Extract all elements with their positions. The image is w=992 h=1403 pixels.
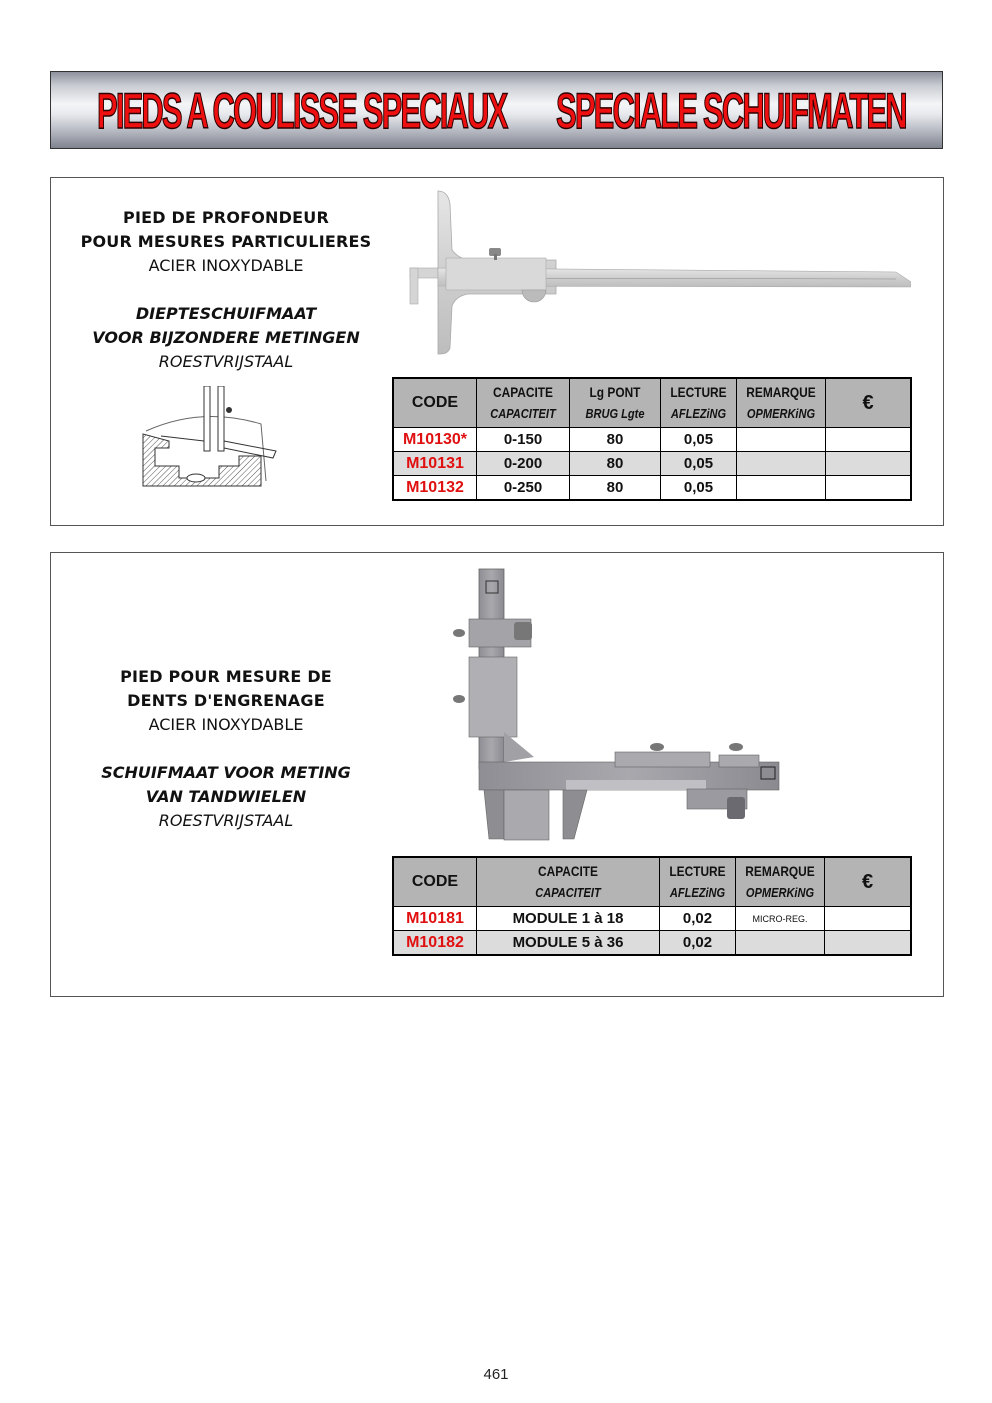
- table-row: [393, 428, 911, 452]
- spec-table-depth-caliper: [392, 377, 912, 501]
- product-section-gear-tooth-caliper: [50, 552, 944, 997]
- title-nl-line1: DIEPTESCHUIFMAAT: [135, 304, 317, 323]
- title-fr-line2: POUR MESURES PARTICULIERES: [80, 232, 372, 251]
- material-nl: ROESTVRIJSTAAL: [158, 352, 294, 371]
- table-row: [393, 931, 911, 956]
- banner-title-fr: PIEDS A COULISSE SPECIAUX: [97, 83, 507, 139]
- cell-capacite: 0-200: [477, 452, 570, 476]
- header-remarque: REMARQUE OPMERKiNG: [736, 857, 825, 907]
- cell-code: M10132: [393, 476, 477, 501]
- cell-remarque: [737, 476, 826, 501]
- header-price: €: [826, 378, 912, 428]
- header-code: CODE: [393, 857, 477, 907]
- cell-price: [826, 428, 912, 452]
- cell-price: [826, 476, 912, 501]
- header-lecture: LECTURE AFLEZiNG: [661, 378, 737, 428]
- cell-code: M10130*: [393, 428, 477, 452]
- cell-lg-pont: 80: [570, 452, 661, 476]
- cell-code: M10131: [393, 452, 477, 476]
- cell-lecture: 0,05: [661, 428, 737, 452]
- material-fr: ACIER INOXYDABLE: [148, 256, 304, 275]
- cell-lg-pont: 80: [570, 476, 661, 501]
- cell-remarque: [737, 428, 826, 452]
- cell-lecture: 0,05: [661, 452, 737, 476]
- cell-lecture: 0,02: [660, 931, 736, 956]
- page-banner: [50, 71, 943, 149]
- title-nl-line2: VOOR BIJZONDERE METINGEN: [92, 328, 360, 347]
- cell-lg-pont: 80: [570, 428, 661, 452]
- spec-table-gear-tooth-caliper: [392, 856, 912, 956]
- title-fr-line1: PIED DE PROFONDEUR: [123, 208, 329, 227]
- material-fr: ACIER INOXYDABLE: [148, 715, 304, 734]
- depth-caliper-photo: [406, 186, 911, 358]
- cell-remarque: [737, 452, 826, 476]
- title-fr-line1: PIED POUR MESURE DE: [120, 667, 332, 686]
- cell-capacite: 0-150: [477, 428, 570, 452]
- cell-capacite: MODULE 5 à 36: [477, 931, 660, 956]
- cell-remarque: MICRO-REG.: [736, 907, 825, 931]
- cell-price: [825, 931, 912, 956]
- cell-code: M10181: [393, 907, 477, 931]
- cell-lecture: 0,05: [661, 476, 737, 501]
- gear-tooth-caliper-photo: [439, 567, 784, 842]
- cell-lecture: 0,02: [660, 907, 736, 931]
- header-lecture: LECTURE AFLEZiNG: [660, 857, 736, 907]
- header-price: €: [825, 857, 912, 907]
- header-capacite: CAPACITE CAPACITEIT: [477, 378, 570, 428]
- table-row: [393, 452, 911, 476]
- header-lg-pont: Lg PONT BRUG Lgte: [570, 378, 661, 428]
- material-nl: ROESTVRIJSTAAL: [158, 811, 294, 830]
- title-nl-line1: SCHUIFMAAT VOOR METING: [101, 763, 351, 782]
- page-number: 461: [483, 1366, 509, 1383]
- cell-price: [825, 907, 912, 931]
- title-nl-line2: VAN TANDWIELEN: [145, 787, 307, 806]
- depth-measurement-diagram: [121, 386, 291, 496]
- product-description: [61, 206, 391, 374]
- product-description: [61, 665, 391, 833]
- title-fr-line2: DENTS D'ENGRENAGE: [127, 691, 325, 710]
- cell-capacite: MODULE 1 à 18: [477, 907, 660, 931]
- header-capacite: CAPACITE CAPACITEIT: [477, 857, 660, 907]
- cell-code: M10182: [393, 931, 477, 956]
- cell-price: [826, 452, 912, 476]
- table-row: [393, 907, 911, 931]
- table-header-row: [393, 857, 911, 907]
- product-section-depth-caliper: [50, 177, 944, 526]
- table-row: [393, 476, 911, 501]
- cell-remarque: [736, 931, 825, 956]
- header-code: CODE: [393, 378, 477, 428]
- header-remarque: REMARQUE OPMERKiNG: [737, 378, 826, 428]
- banner-title-nl: SPECIALE SCHUIFMATEN: [556, 83, 906, 139]
- table-header-row: [393, 378, 911, 428]
- cell-capacite: 0-250: [477, 476, 570, 501]
